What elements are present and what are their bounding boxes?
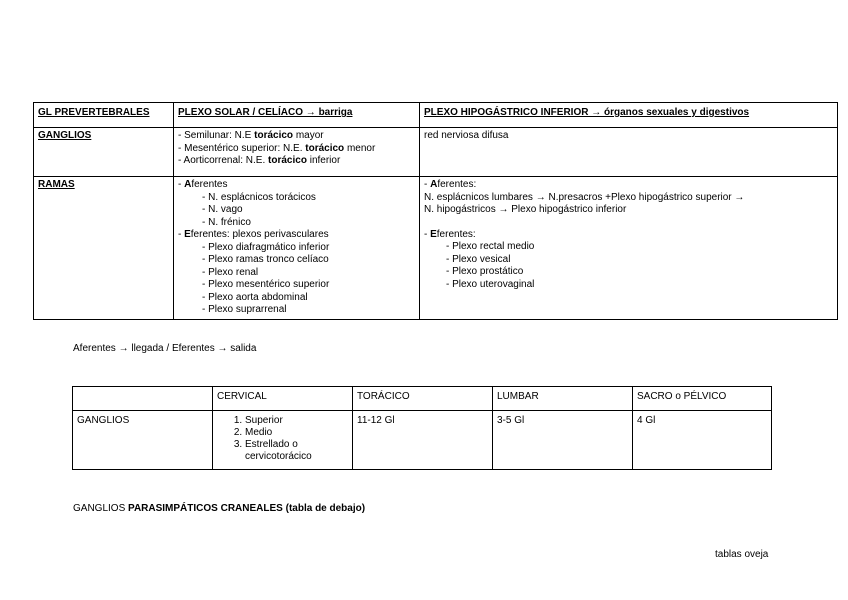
header-toracico: TORÁCICO [353, 387, 493, 411]
header-plexo-solar: PLEXO SOLAR / CELÍACO → barriga [174, 103, 420, 128]
list-item: - Plexo suprarrenal [202, 304, 287, 315]
row-label-ganglios: GANGLIOS [73, 411, 213, 470]
list-item: - Plexo vesical [446, 253, 511, 265]
ganglio-mesenterico-superior: - Mesentérico superior: N.E. torácico menor [178, 142, 376, 154]
toracico-cell: 11-12 Gl [353, 411, 493, 470]
lumbar-cell: 3-5 Gl [493, 411, 633, 470]
list-item: - Plexo diafragmático inferior [202, 241, 330, 253]
table-header-row [34, 103, 838, 128]
list-item: - N. vago [202, 204, 243, 215]
table-header-row [73, 387, 772, 411]
row-label-ramas: RAMAS [34, 177, 174, 320]
eferentes-heading: - Eferentes: plexos perivasculares [178, 229, 329, 240]
ramas-hipo-cell [420, 177, 838, 320]
list-item: - Plexo mesentérico superior [202, 279, 330, 290]
table-row-ramas [34, 177, 838, 320]
list-item: - Plexo rectal medio [446, 241, 535, 252]
header-plexo-hipogastrico: PLEXO HIPOGÁSTRICO INFERIOR → órganos sexuales y digestivos [420, 103, 838, 128]
ganglio-aorticorrenal: - Aorticorrenal: N.E. torácico inferior [178, 155, 341, 166]
aferentes-heading: - Aferentes [178, 179, 228, 190]
header-cervical: CERVICAL [213, 387, 353, 411]
list-item: - Plexo ramas tronco celíaco [202, 254, 329, 265]
aferentes-path-line: N. hipogástricos → Plexo hipogástrico inferior [424, 204, 627, 215]
row-label-ganglios: GANGLIOS [34, 128, 174, 177]
table-row-ganglios [34, 128, 838, 177]
ganglio-semilunar: - Semilunar: N.E torácico mayor [178, 130, 324, 141]
ganglios-hipo-cell: red nerviosa difusa [420, 128, 838, 177]
list-item: - Plexo uterovaginal [446, 278, 535, 290]
header-gl-prevertebrales: GL PREVERTEBRALES [34, 103, 174, 128]
table-row [73, 411, 772, 470]
eferentes-heading: - Eferentes: [424, 228, 476, 240]
header-sacro: SACRO o PÉLVICO [633, 387, 772, 411]
list-item: - N. frénico [202, 216, 251, 228]
aferentes-path-line: N. esplácnicos lumbares → N.presacros +Plexo hipogástrico superior → [424, 191, 745, 203]
list-item: 1. Superior [245, 415, 348, 427]
footer-note: tablas oveja [715, 549, 769, 560]
header-lumbar: LUMBAR [493, 387, 633, 411]
cervical-cell [213, 411, 353, 470]
aferentes-eferentes-note: Aferentes → llegada / Eferentes → salida [73, 343, 257, 354]
list-item: 3. Estrellado o cervicotorácico [245, 439, 348, 463]
aferentes-heading: - Aferentes: [424, 179, 477, 190]
ganglios-solar-cell [174, 128, 420, 177]
header-empty [73, 387, 213, 411]
ganglios-table [72, 386, 772, 470]
list-item: - Plexo aorta abdominal [202, 291, 308, 303]
list-item: - Plexo prostático [446, 266, 524, 277]
prevertebral-table [33, 102, 838, 320]
parasimpaticos-heading: GANGLIOS PARASIMPÁTICOS CRANEALES (tabla de debajo) [73, 503, 366, 514]
sacro-cell: 4 Gl [633, 411, 772, 470]
list-item: - Plexo renal [202, 266, 259, 278]
list-item: 2. Medio [245, 427, 348, 439]
list-item: - N. esplácnicos torácicos [202, 191, 316, 203]
ramas-solar-cell [174, 177, 420, 320]
